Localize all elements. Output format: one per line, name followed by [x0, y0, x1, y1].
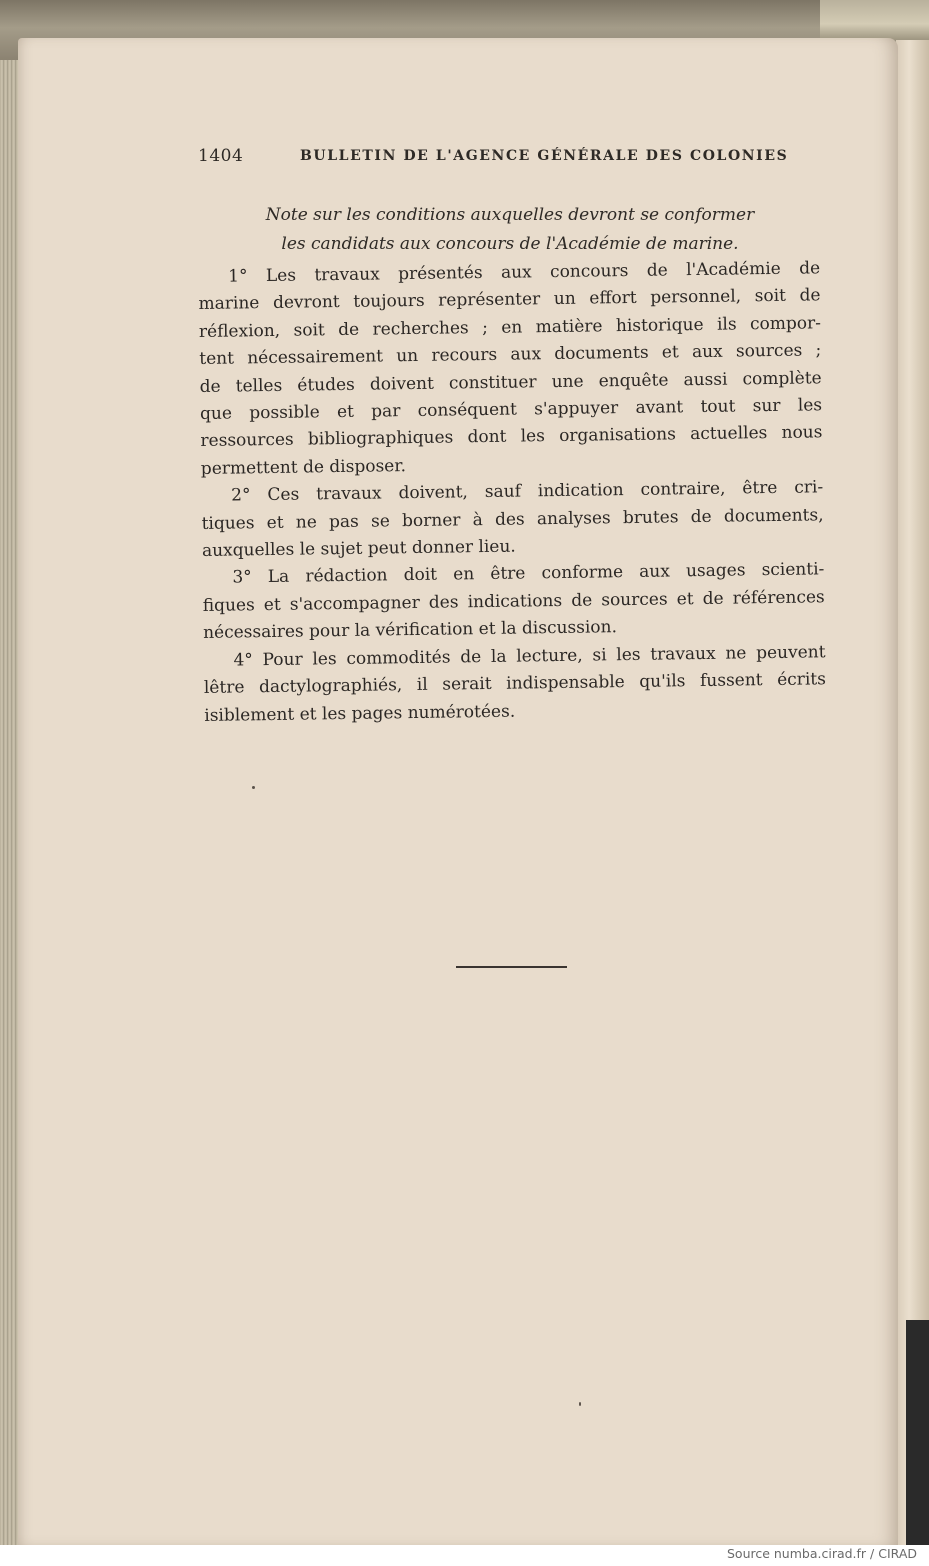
text-line: de telles études doivent constituer une enquête aussi complète	[199, 367, 822, 397]
paragraph-1	[198, 255, 823, 483]
text-line: que possible et par conséquent s'appuyer avant tout sur les	[199, 395, 823, 425]
text-line: marine devront toujours représenter un effort personnel, soit de	[198, 285, 821, 315]
text-line: 4° Pour les commodités de la lecture, si les travaux ne peuvent	[233, 641, 826, 671]
paper-speck	[252, 786, 255, 789]
text-line: auxquelles le sujet peut donner lieu.	[201, 536, 516, 562]
note-title	[205, 201, 815, 259]
text-line: lêtre dactylographiés, il serait indispensable qu'ils fussent écrits	[203, 669, 827, 699]
scan-shadow	[906, 1320, 929, 1545]
running-title: BULLETIN DE L'AGENCE GÉNÉRALE DES COLONIES	[300, 148, 789, 164]
paragraph-2	[201, 475, 824, 566]
text-line: 2° Ces travaux doivent, sauf indication contraire, être cri-	[231, 477, 824, 506]
text-line: ressources bibliographiques dont les organisations actuelles nous	[200, 422, 823, 452]
paragraph-3	[202, 557, 825, 648]
text-line: tent nécessairement un recours aux documents et aux sources ;	[199, 340, 822, 370]
section-end-rule	[456, 966, 567, 968]
text-line: 1° Les travaux présentés aux concours de l'Académie de	[228, 258, 821, 287]
page-header	[198, 146, 789, 170]
text-line: fiques et s'accompagner des indications de sources et de références	[202, 587, 825, 616]
page-number: 1404	[198, 146, 244, 166]
text-line: 3° La rédaction doit en être conforme aux usages scienti-	[232, 559, 825, 589]
text-line: tiques et ne pas se borner à des analyses brutes de documents,	[201, 504, 824, 534]
paragraph-4	[203, 639, 826, 730]
text-line: réflexion, soit de recherches ; en matière historique ils compor-	[198, 313, 822, 342]
note-title-line-2: les candidats aux concours de l'Académie de marine.	[281, 234, 739, 254]
body-text	[198, 255, 826, 730]
text-line: permettent de disposer.	[200, 455, 407, 479]
source-caption: Source numba.cirad.fr / CIRAD	[726, 1546, 917, 1561]
book-binding-corner	[820, 0, 929, 40]
note-title-line-1: Note sur les conditions auxquelles devront se conformer	[265, 205, 755, 225]
text-line: nécessaires pour la vérification et la discussion.	[203, 617, 618, 644]
text-line: isiblement et les pages numérotées.	[204, 701, 516, 726]
paper-speck	[579, 1402, 581, 1406]
